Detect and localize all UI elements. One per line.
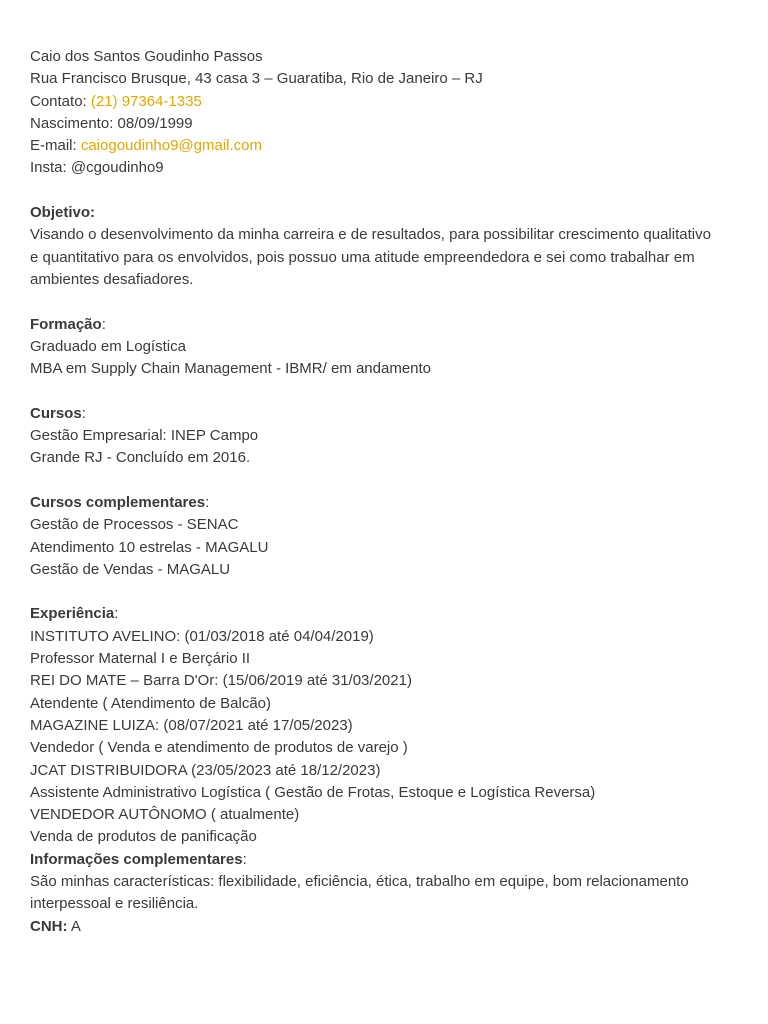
experience-item: Venda de produtos de panificação: [30, 828, 257, 846]
additional-colon: :: [242, 850, 247, 868]
extra-courses-section: [30, 492, 738, 581]
objective-heading: Objetivo:: [30, 204, 96, 222]
courses-colon: :: [81, 404, 86, 422]
license-line: [30, 916, 738, 938]
additional-text: São minhas características: flexibilidade, eficiência, ética, trabalho em equipe, bom relacionamento interpessoal e resiliência.: [30, 872, 689, 913]
license-section: [30, 916, 738, 938]
experience-item: JCAT DISTRIBUIDORA (23/05/2023 até 18/12/2023): [30, 761, 381, 779]
experience-item: INSTITUTO AVELINO: (01/03/2018 até 04/04/2019): [30, 627, 374, 645]
license-value: A: [67, 917, 81, 935]
spacer: [30, 581, 738, 603]
experience-colon: :: [114, 605, 119, 623]
course-item: Grande RJ - Concluído em 2016.: [30, 449, 251, 467]
experience-item: Vendedor ( Venda e atendimento de produtos de varejo ): [30, 739, 408, 757]
additional-heading-line: [30, 849, 738, 871]
spacer: [30, 180, 738, 202]
experience-section: [30, 603, 738, 848]
additional-heading: Informações complementares: [30, 850, 243, 868]
education-colon: :: [101, 315, 106, 333]
phone-link[interactable]: (21) 97364-1335: [90, 92, 202, 110]
experience-heading-line: [30, 603, 738, 625]
education-item: MBA em Supply Chain Management - IBMR/ em andamento: [30, 360, 432, 378]
experience-item: Assistente Administrativo Logística ( Gestão de Frotas, Estoque e Logística Reversa): [30, 783, 596, 801]
address: Rua Francisco Brusque, 43 casa 3 – Guaratiba, Rio de Janeiro – RJ: [30, 70, 483, 88]
objective-text: Visando o desenvolvimento da minha carreira e de resultados, para possibilitar crescimento qualitativo e quantitativo para os envolvidos, pois possuo uma atitude empreendedora e sei como trabalhar em ambientes desafiadores.: [30, 226, 711, 288]
extra-courses-heading: Cursos complementares: [30, 493, 206, 511]
extra-course-item: Gestão de Processos - SENAC: [30, 516, 239, 534]
extra-courses-heading-line: [30, 492, 738, 514]
extra-courses-colon: :: [205, 493, 210, 511]
email-label: E-mail:: [30, 137, 81, 155]
courses-heading: Cursos: [30, 404, 82, 422]
objective-section: [30, 202, 738, 291]
phone-line: [30, 91, 738, 113]
education-item: Graduado em Logística: [30, 337, 186, 355]
experience-heading: Experiência: [30, 605, 115, 623]
email-line: [30, 135, 738, 157]
extra-course-item: Atendimento 10 estrelas - MAGALU: [30, 538, 269, 556]
spacer: [30, 380, 738, 402]
spacer: [30, 470, 738, 492]
courses-heading-line: [30, 403, 738, 425]
additional-info-section: [30, 849, 738, 916]
course-item: Gestão Empresarial: INEP Campo: [30, 427, 259, 445]
experience-item: Professor Maternal I e Berçário II: [30, 650, 251, 668]
license-heading: CNH:: [30, 917, 68, 935]
instagram-handle: Insta: @cgoudinho9: [30, 159, 164, 177]
full-name: Caio dos Santos Goudinho Passos: [30, 48, 263, 65]
courses-section: [30, 403, 738, 470]
email-link[interactable]: caiogoudinho9@gmail.com: [80, 137, 263, 155]
extra-course-item: Gestão de Vendas - MAGALU: [30, 560, 231, 578]
contact-block: [30, 46, 738, 180]
experience-item: REI DO MATE – Barra D'Or: (15/06/2019 até 31/03/2021): [30, 672, 412, 690]
birth-date: Nascimento: 08/09/1999: [30, 114, 193, 132]
education-section: [30, 314, 738, 381]
experience-item: MAGAZINE LUIZA: (08/07/2021 até 17/05/2023): [30, 716, 353, 734]
phone-label: Contato:: [30, 92, 91, 110]
education-heading: Formação: [30, 315, 102, 333]
experience-item: VENDEDOR AUTÔNOMO ( atualmente): [30, 806, 300, 824]
spacer: [30, 291, 738, 313]
education-heading-line: [30, 314, 738, 336]
experience-item: Atendente ( Atendimento de Balcão): [30, 694, 271, 712]
